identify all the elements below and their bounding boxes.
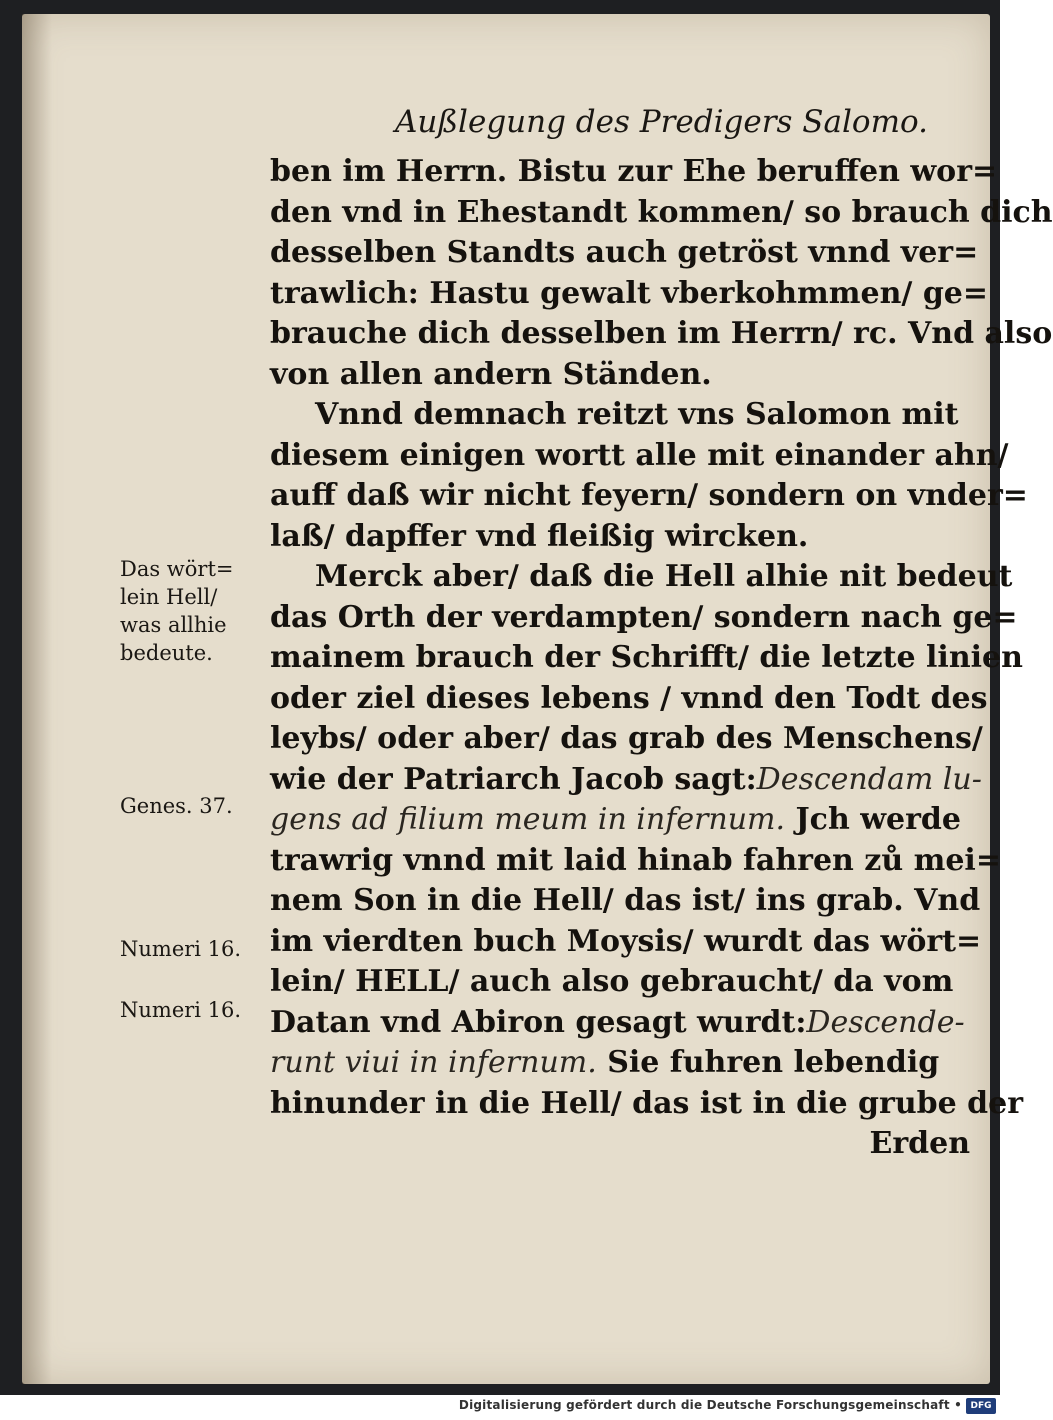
margin-note-line: lein Hell/ [120,585,218,609]
text-line [270,152,998,193]
text-line-main: auff daß wir nicht feyern/ sondern on vnder= [270,478,1028,513]
latin-quote: Descendam lu- [756,761,982,797]
text-line-main: das Orth der verdampten/ sondern nach ge= [270,599,1018,635]
text-line [270,436,1009,477]
footer-bar [0,1395,1000,1420]
text-line [270,557,1013,598]
margin-note-hell [120,555,234,667]
latin-quote: Descende- [806,1004,965,1040]
margin-note-line: Das wört= [120,557,234,581]
text-line-main: oder ziel dieses lebens / vnnd den Todt des [270,680,988,716]
text-line-main: desselben Standts auch getröst vnnd ver= [270,235,979,270]
text-line-main: ben im Herrn. Bistu zur Ehe beruffen wor= [270,154,998,189]
text-line-continuation: Jch werde [785,802,961,837]
text-line [270,517,970,558]
text-line-main: Merck aber/ daß die Hell alhie nit bedeut [315,559,1013,594]
text-line-main: von allen andern Ständen. [270,356,712,392]
text-line [270,314,1053,355]
margin-note-line: was allhie [120,613,227,637]
text-line-main: trawrig vnnd mit laid hinab fahren zů mei= [270,842,1001,878]
text-line [270,1043,970,1084]
latin-quote: runt viui in infernum. [270,1045,597,1080]
text-line [270,841,1001,882]
text-line [270,193,1053,234]
text-line-main: leybs/ oder aber/ das grab des Menschens/ [270,721,983,756]
text-line [270,922,982,963]
text-line-main: im vierdten buch Moysis/ wurdt das wört= [270,923,982,959]
text-line [270,800,970,841]
text-line [270,679,988,720]
text-line-main: diesem einigen wortt alle mit einander ahn/ [270,437,1009,473]
text-line-continuation: Sie fuhren lebendig [596,1045,940,1080]
margin-note-numeri-2: Numeri 16. [120,998,242,1022]
text-line-main: wie der Patriarch Jacob sagt: [270,761,757,797]
text-line [270,355,970,396]
text-line [270,233,979,274]
dfg-credit-text: Digitalisierung gefördert durch die Deutsche Forschungsgemeinschaft • [458,1398,962,1412]
text-line-main: Vnnd demnach reitzt vns Salomon mit [315,397,959,432]
body-text [270,152,1053,1165]
text-line-main: mainem brauch der Schrifft/ die letzte linien [270,640,1023,675]
text-line-main: Datan vnd Abiron gesagt wurdt: [270,1004,807,1040]
latin-quote: gens ad filium meum in infernum. [270,802,786,837]
text-line-main: trawlich: Hastu gewalt vberkohmmen/ ge= [270,275,989,311]
text-line [270,1003,970,1044]
page-spine-shadow [22,14,52,1384]
text-line [270,760,982,801]
text-line-main: hinunder in die Hell/ das ist in die grube der [270,1085,1024,1121]
text-line [270,719,983,760]
text-line [270,881,981,922]
text-line-main: nem Son in die Hell/ das ist/ ins grab. Vnd [270,883,981,918]
text-line [270,1084,1024,1125]
text-line-main: brauche dich desselben im Herrn/ rc. Vnd also [270,316,1053,351]
text-line [270,638,1023,679]
text-line-main: laß/ dapffer vnd fleißig wircken. [270,518,809,554]
text-line [270,274,989,315]
text-line-main: lein/ HELL/ auch also gebraucht/ da vom [270,964,954,999]
margin-note-numeri-1: Numeri 16. [120,937,242,961]
margin-note-genesis: Genes. 37. [120,794,233,818]
text-line-main: Erden [869,1126,970,1161]
text-line [270,1124,970,1165]
running-header: Außlegung des Predigers Salomo. [395,104,928,140]
text-line [270,476,1028,517]
margin-note-line: bedeute. [120,641,213,665]
text-line [270,598,1018,639]
dfg-logo: DFG [966,1398,996,1414]
text-line [270,395,970,436]
text-line-main: den vnd in Ehestandt kommen/ so brauch dich [270,194,1053,230]
text-line [270,962,970,1003]
